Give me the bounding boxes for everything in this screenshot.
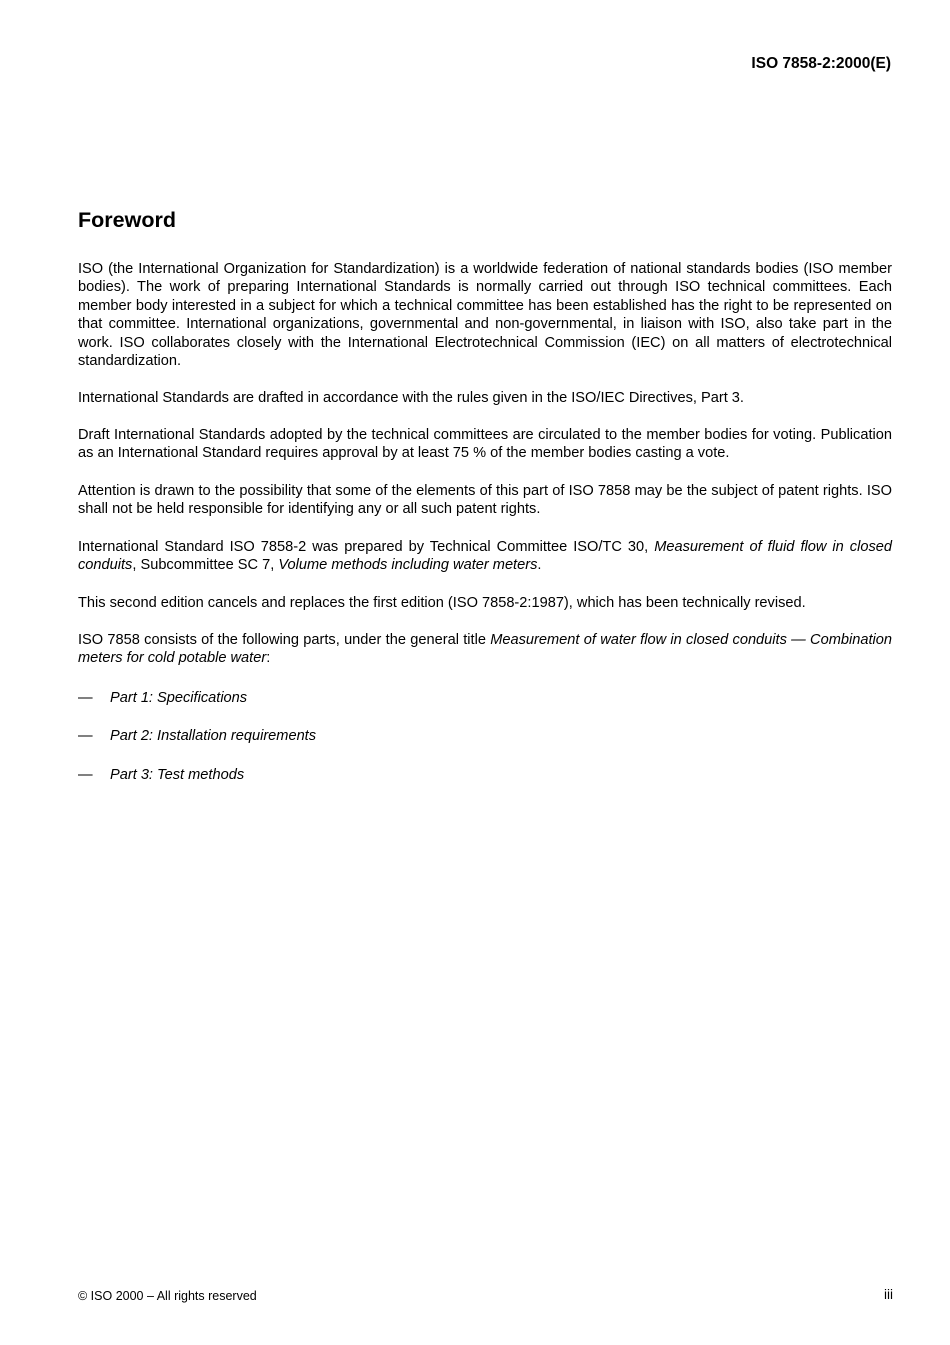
- list-dash: —: [78, 690, 93, 706]
- committee-text-1: International Standard ISO 7858-2 was prepared by Technical Committee ISO/TC 30,: [78, 539, 655, 555]
- paragraph-iso-federation: ISO (the International Organization for Standardization) is a worldwide federation of national standards bodies (ISO member bodies). The work of preparing International Standards is normally carried out through ISO technical committees. Each member body interested in a subject for which a technical committee has been established has the right to be represented on that committee. International organizations, governmental and non-governmental, in liaison with ISO, also take part in the work. ISO collaborates closely with the International Electrotechnical Commission (IEC) on all matters of electrotechnical standardization.: [78, 261, 892, 370]
- footer-copyright: © ISO 2000 – All rights reserved: [78, 1289, 257, 1303]
- list-item: [78, 766, 892, 784]
- parts-intro-text-2: :: [266, 650, 271, 667]
- committee-text-3: .: [537, 557, 542, 574]
- subcommittee-title: Volume methods including water meters: [278, 557, 538, 574]
- parts-intro-text-1: ISO 7858 consists of the following parts, under the general title: [78, 632, 491, 648]
- paragraph-committee: [78, 538, 892, 575]
- general-title: Measurement of water flow in closed conduits — Combination meters for cold potable water: [78, 632, 892, 667]
- list-dash: —: [78, 767, 93, 783]
- page-title: Foreword: [78, 208, 176, 232]
- paragraph-patent-rights: Attention is drawn to the possibility that some of the elements of this part of ISO 7858 may be the subject of patent rights. ISO shall not be held responsible for identifying any or all such patent rights.: [78, 483, 892, 518]
- committee-title: Measurement of fluid flow in closed conduits: [78, 539, 892, 574]
- list-item-label: Part 3: Test methods: [110, 767, 245, 783]
- footer-page-number: iii: [884, 1287, 893, 1302]
- list-item-label: Part 2: Installation requirements: [110, 728, 317, 744]
- list-dash: —: [78, 728, 93, 744]
- paragraph-drafting-rules: International Standards are drafted in accordance with the rules given in the ISO/IEC Directives, Part 3.: [78, 390, 744, 406]
- list-item: [78, 727, 892, 745]
- document-identifier: ISO 7858-2:2000(E): [751, 55, 891, 72]
- list-item: [78, 689, 892, 707]
- list-item-label: Part 1: Specifications: [110, 690, 248, 706]
- paragraph-edition: This second edition cancels and replaces the first edition (ISO 7858-2:1987), which has been technically revised.: [78, 595, 806, 611]
- committee-text-2: , Subcommittee SC 7,: [132, 557, 279, 574]
- paragraph-parts-intro: [78, 631, 892, 668]
- paragraph-voting: Draft International Standards adopted by the technical committees are circulated to the member bodies for voting. Publication as an International Standard requires approval by at least 75 % of the member bodies casting a vote.: [78, 427, 892, 462]
